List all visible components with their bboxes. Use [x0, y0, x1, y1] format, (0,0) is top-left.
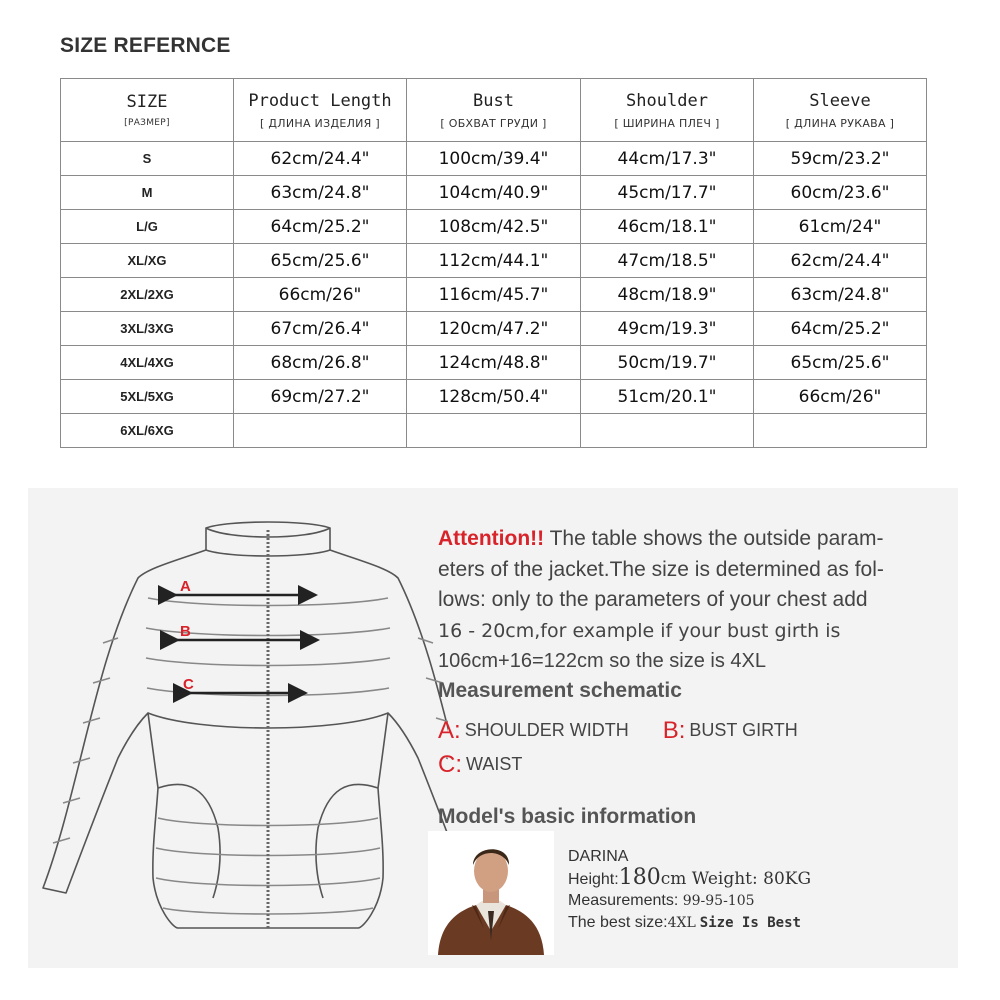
length-cell: 66cm/26" [234, 278, 407, 312]
sleeve-cell: 60cm/23.6" [754, 176, 927, 210]
table-row [61, 312, 927, 346]
sleeve-cell: 64cm/25.2" [754, 312, 927, 346]
table-row [61, 244, 927, 278]
header-size: SIZE [РАЗМЕР] [61, 79, 234, 142]
shoulder-cell: 50cm/19.7" [581, 346, 754, 380]
shoulder-cell: 51cm/20.1" [581, 380, 754, 414]
model-weight: Weight: 80KG [686, 869, 812, 889]
model-measurements: Measurements: 99-95-105 [568, 892, 755, 909]
shoulder-cell: 45cm/17.7" [581, 176, 754, 210]
header-bust: Bust [ ОБХВАТ ГРУДИ ] [407, 79, 581, 142]
legend-row-ab [438, 717, 958, 745]
legend-text-b: BUST GIRTH [689, 720, 798, 740]
shoulder-cell: 44cm/17.3" [581, 142, 754, 176]
size-cell: 2XL/2XG [61, 278, 234, 312]
label-b: B [180, 623, 191, 640]
attention-line-1: The table shows the outside param- [544, 527, 884, 550]
legend-text-a: SHOULDER WIDTH [464, 720, 629, 740]
size-cell: 5XL/5XG [61, 380, 234, 414]
info-panel [28, 488, 958, 968]
model-info [568, 846, 811, 934]
sleeve-cell: 66cm/26" [754, 380, 927, 414]
size-cell: M [61, 176, 234, 210]
length-cell [234, 414, 407, 448]
table-row [61, 414, 927, 448]
jacket-diagram [28, 488, 448, 968]
length-cell: 62cm/24.4" [234, 142, 407, 176]
shoulder-cell: 48cm/18.9" [581, 278, 754, 312]
sleeve-cell: 65cm/25.6" [754, 346, 927, 380]
length-cell: 68cm/26.8" [234, 346, 407, 380]
shoulder-cell: 49cm/19.3" [581, 312, 754, 346]
sleeve-cell: 61cm/24" [754, 210, 927, 244]
size-cell: L/G [61, 210, 234, 244]
legend-row-c [438, 751, 958, 779]
size-cell: 6XL/6XG [61, 414, 234, 448]
sleeve-cell: 63cm/24.8" [754, 278, 927, 312]
shoulder-cell: 47cm/18.5" [581, 244, 754, 278]
legend-letter-b: B: [662, 716, 686, 744]
legend-letter-a: A: [438, 716, 461, 744]
length-cell: 67cm/26.4" [234, 312, 407, 346]
model-best-size: The best size:4XL Size Is Best [568, 914, 801, 931]
sleeve-cell: 62cm/24.4" [754, 244, 927, 278]
size-reference-title: SIZE REFERNCE [60, 34, 231, 57]
length-cell: 64cm/25.2" [234, 210, 407, 244]
header-product-length: Product Length [ ДЛИНА ИЗДЕЛИЯ ] [234, 79, 407, 142]
measurement-heading: Measurement schematic [438, 678, 682, 702]
bust-cell: 120cm/47.2" [407, 312, 581, 346]
size-cell: 3XL/3XG [61, 312, 234, 346]
model-heading: Model's basic information [438, 804, 697, 828]
bust-cell: 128cm/50.4" [407, 380, 581, 414]
table-header-row [61, 79, 927, 142]
attention-line-2: eters of the jacket.The size is determined as fol- [438, 557, 884, 581]
label-c: C [183, 676, 194, 693]
model-photo [428, 831, 554, 955]
label-a: A [180, 578, 191, 595]
model-height-weight: Height:180cm Weight: 80KG [568, 865, 812, 890]
length-cell: 69cm/27.2" [234, 380, 407, 414]
sleeve-cell: 59cm/23.2" [754, 142, 927, 176]
attention-line-5: 106cm+16=122cm so the size is 4XL [438, 650, 766, 672]
bust-cell: 108cm/42.5" [407, 210, 581, 244]
bust-cell: 104cm/40.9" [407, 176, 581, 210]
shoulder-cell [581, 414, 754, 448]
table-row [61, 210, 927, 244]
size-cell: XL/XG [61, 244, 234, 278]
size-cell: S [61, 142, 234, 176]
sleeve-cell [754, 414, 927, 448]
size-table [60, 78, 927, 448]
shoulder-cell: 46cm/18.1" [581, 210, 754, 244]
bust-cell: 116cm/45.7" [407, 278, 581, 312]
size-cell: 4XL/4XG [61, 346, 234, 380]
attention-line-4: 16 - 20cm,for example if your bust girth is [438, 619, 841, 642]
attention-label: Attention!! [438, 527, 545, 550]
length-cell: 65cm/25.6" [234, 244, 407, 278]
model-height-value: 180 [618, 865, 661, 890]
table-row [61, 380, 927, 414]
length-cell: 63cm/24.8" [234, 176, 407, 210]
legend-letter-c: C: [438, 750, 462, 778]
bust-cell [407, 414, 581, 448]
bust-cell: 112cm/44.1" [407, 244, 581, 278]
jacket-outline [43, 522, 448, 928]
header-sleeve: Sleeve [ ДЛИНА РУКАВА ] [754, 79, 927, 142]
bust-cell: 124cm/48.8" [407, 346, 581, 380]
table-row [61, 176, 927, 210]
bust-cell: 100cm/39.4" [407, 142, 581, 176]
table-row [61, 142, 927, 176]
model-name: DARINA [568, 848, 629, 865]
table-row [61, 346, 927, 380]
legend-text-c: WAIST [466, 754, 523, 774]
attention-line-3: lows: only to the parameters of your chest add [438, 588, 868, 611]
table-row [61, 278, 927, 312]
header-shoulder: Shoulder [ ШИРИНА ПЛЕЧ ] [581, 79, 754, 142]
attention-text [438, 524, 958, 829]
